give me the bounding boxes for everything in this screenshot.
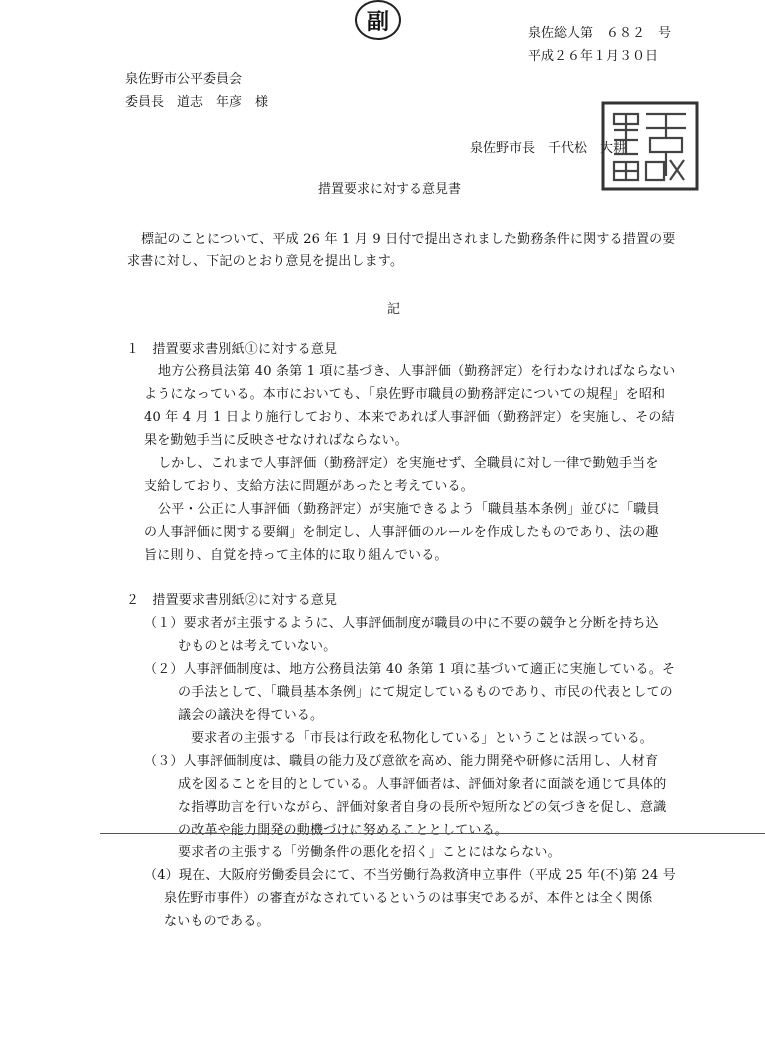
section2-line: 議会の議決を得ている。 <box>178 708 324 723</box>
copy-stamp <box>355 0 401 40</box>
section2-line: （３）人事評価制度は、職員の能力及び意欲を高め、能力開発や研修に活用し、人材育 <box>144 754 659 769</box>
section2-line: （２）人事評価制度は、地方公務員法第 40 条第 1 項に基づいて適正に実施している。そ <box>144 662 676 677</box>
section2-line: むものとは考えていない。 <box>178 639 337 654</box>
section2-line: の手法として、「職員基本条例」にて規定しているものであり、市民の代表としての <box>178 685 673 700</box>
section2-line: ないものである。 <box>164 914 270 929</box>
section1-line: 果を勤勉手当に反映させなければならない。 <box>144 433 409 448</box>
document-date: 平成２６年１月３０日 <box>528 49 659 64</box>
section2-line: の改革や能力開発の動機づけに努めることとしている。 <box>178 823 509 838</box>
section1-line: 公平・公正に人事評価（勤務評定）が実施できるよう「職員基本条例」並びに「職員 <box>158 502 660 517</box>
section2-line: （4）現在、大阪府労働委員会にて、不当労働行為救済申立事件（平成 25 年(不)第 24 号 <box>144 868 676 883</box>
page-fold-line <box>100 833 765 834</box>
sender-name: 泉佐野市長 千代松 大耕 <box>470 141 627 156</box>
section1-line: 地方公務員法第 40 条第 1 項に基づき、人事評価（勤務評定）を行わなければならない <box>158 364 676 379</box>
section2-line: 成を図ることを目的としている。人事評価者は、評価対象者に面談を通じて具体的 <box>178 777 667 792</box>
recipient-organization: 泉佐野市公平委員会 <box>125 72 243 87</box>
section1-line: ようになっている。本市においても、「泉佐野市職員の勤務評定についての規程」を昭和 <box>144 387 666 402</box>
section2-line: （１）要求者が主張するように、人事評価制度が職員の中に不要の競争と分断を持ち込 <box>144 616 659 631</box>
ki-heading: 記 <box>387 302 401 317</box>
intro-line: 標記のことについて、平成 26 年 1 月 9 日付で提出されました勤務条件に関する措置の要 <box>141 232 676 247</box>
section1-line: の人事評価に関する要綱」を制定し、人事評価のルールを作成したものであり、法の趣 <box>144 525 659 540</box>
section1-line: しかし、これまで人事評価（勤務評定）を実施せず、全職員に対し一律で勤勉手当を <box>158 456 659 471</box>
section1-heading: １ 措置要求書別紙①に対する意見 <box>126 342 338 357</box>
section1-line: 支給しており、支給方法に問題があったと考えている。 <box>144 479 474 494</box>
recipient-name: 委員長 道志 年彦 様 <box>125 95 269 110</box>
copy-stamp-mark: 副 <box>366 8 389 35</box>
section1-line: 旨に則り、自覚を持って主体的に取り組んでいる。 <box>144 548 448 563</box>
official-seal <box>600 100 700 192</box>
section1-line: 40 年 4 月 1 日より施行しており、本来であれば人事評価（勤務評定）を実施し、その結 <box>144 410 675 425</box>
section2-line: 要求者の主張する「労働条件の悪化を招く」ことにはならない。 <box>178 845 561 860</box>
section2-line: 泉佐野市事件）の審査がなされているというのは事実であるが、本件とは全く関係 <box>164 891 653 906</box>
section2-line: 要求者の主張する「市長は行政を私物化している」ということは誤っている。 <box>191 731 654 746</box>
document-number: 泉佐総人第 ６８２ 号 <box>528 26 672 41</box>
intro-line: 求書に対し、下記のとおり意見を提出します。 <box>127 254 404 269</box>
document-title: 措置要求に対する意見書 <box>318 182 462 197</box>
section2-heading: ２ 措置要求書別紙②に対する意見 <box>126 593 338 608</box>
section2-line: な指導助言を行いながら、評価対象者自身の長所や短所などの気づきを促し、意識 <box>178 800 667 815</box>
